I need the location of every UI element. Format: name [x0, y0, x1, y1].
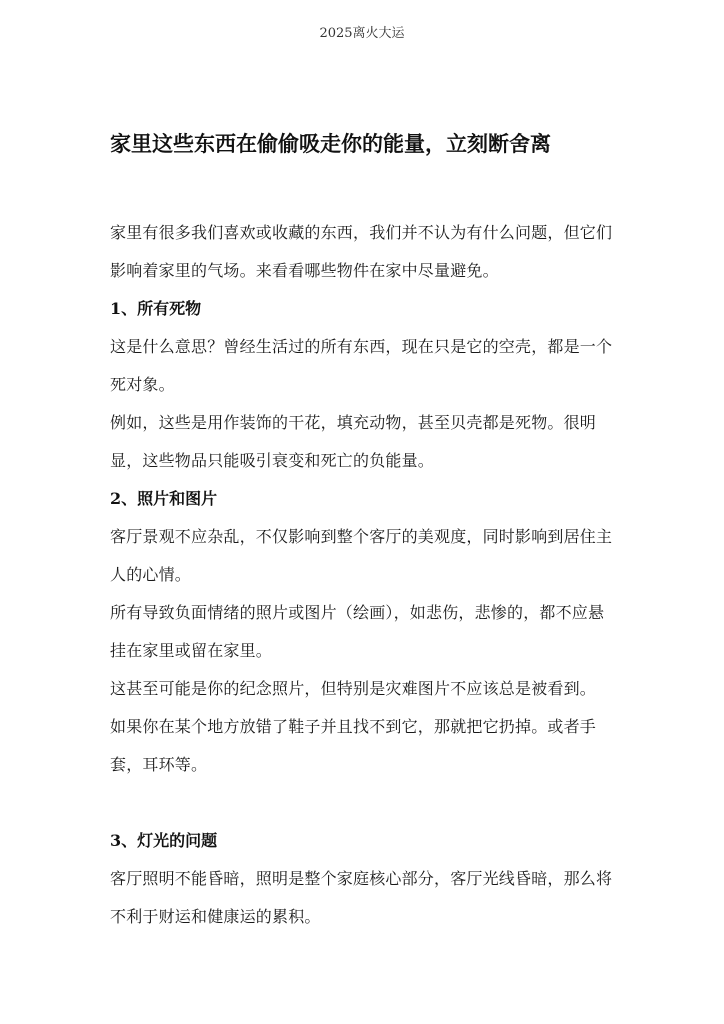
section-heading-1: 1、所有死物 [110, 299, 202, 318]
section-gap [110, 784, 620, 822]
section-2-paragraph-4: 如果你在某个地方放错了鞋子并且找不到它，那就把它扔掉。或者手套，耳环等。 [110, 717, 597, 774]
article-title: 家里这些东西在偷偷吸走你的能量，立刻断舍离 [110, 132, 551, 156]
page-header: 2025离火大运 [319, 26, 405, 41]
section-1-paragraph-2: 例如，这些是用作装饰的干花，填充动物，甚至贝壳都是死物。很明显，这些物品只能吸引衰变和死亡的负能量。 [110, 413, 597, 470]
section-2-paragraph-1: 客厅景观不应杂乱，不仅影响到整个客厅的美观度，同时影响到居住主人的心情。 [110, 527, 613, 584]
section-2-paragraph-2: 所有导致负面情绪的照片或图片（绘画），如悲伤，悲惨的，都不应悬挂在家里或留在家里。 [110, 603, 605, 660]
article-body [110, 214, 620, 936]
section-heading-3: 3、灯光的问题 [110, 831, 218, 850]
section-3-paragraph-1: 客厅照明不能昏暗，照明是整个家庭核心部分，客厅光线昏暗，那么将不利于财运和健康运的累积。 [110, 869, 613, 926]
section-heading-2: 2、照片和图片 [110, 489, 218, 508]
section-2-paragraph-3: 这甚至可能是你的纪念照片，但特别是灾难图片不应该总是被看到。 [110, 679, 597, 698]
intro-paragraph: 家里有很多我们喜欢或收藏的东西，我们并不认为有什么问题，但它们影响着家里的气场。来看看哪些物件在家中尽量避免。 [110, 223, 613, 280]
section-1-paragraph-1: 这是什么意思？曾经生活过的所有东西，现在只是它的空壳，都是一个死对象。 [110, 337, 613, 394]
